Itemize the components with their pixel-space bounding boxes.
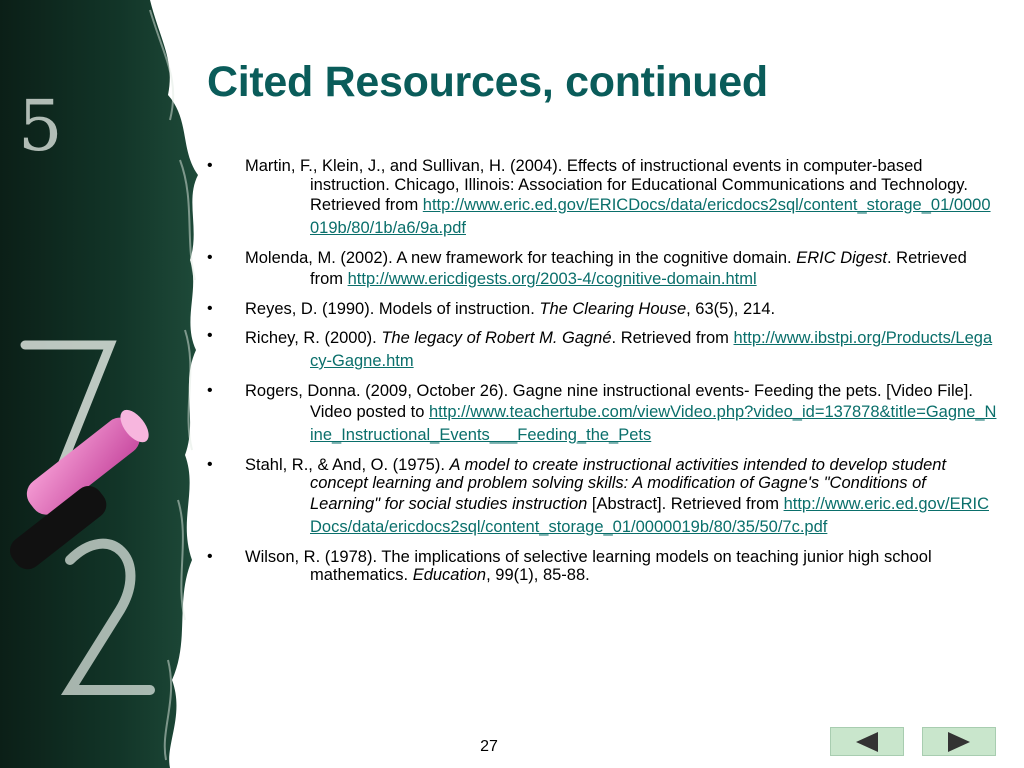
reference-text: Molenda, M. (2002). A new framework for teaching in the cognitive domain. xyxy=(245,249,797,267)
reference-text: Reyes, D. (1990). Models of instruction. xyxy=(245,299,540,318)
bullet: • xyxy=(207,455,213,473)
reference-item xyxy=(207,157,997,240)
page-number: 27 xyxy=(480,738,498,755)
reference-link[interactable]: http://www.ibstpi.org/Products/Legacy-Gagne.htm xyxy=(310,329,993,370)
reference-text: Martin, F., Klein, J., and Sullivan, H. (2004). Effects of instructional events in computer-based instruction. Chicago, Illinois: Association for Educational Communications and Technology. Retrieved from xyxy=(245,157,968,214)
chalkboard-decoration xyxy=(0,0,200,768)
reference-italic: The Clearing House xyxy=(539,299,687,318)
reference-list xyxy=(207,157,997,594)
reference-text: Wilson, R. (1978). The implications of selective learning models on teaching junior high school mathematics. xyxy=(245,547,932,584)
reference-text: Stahl, R., & And, O. (1975). xyxy=(245,455,450,474)
bullet: • xyxy=(207,382,213,399)
reference-link[interactable]: http://www.eric.ed.gov/ERICDocs/data/ericdocs2sql/content_storage_01/0000019b/80/35/50/7c.pdf xyxy=(310,494,989,536)
reference-link[interactable]: http://www.teachertube.com/viewVideo.php?video_id=137878&title=Gagne_Nine_Instructional_Events___Feeding_the_Pets xyxy=(310,402,997,444)
next-slide-button[interactable] xyxy=(922,727,996,756)
reference-italic: Education xyxy=(412,566,487,584)
reference-text: Rogers, Donna. (2009, October 26). Gagne nine instructional events- Feeding the pets. [Video File]. Video posted to xyxy=(245,382,973,421)
reference-italic: ERIC Digest xyxy=(796,249,887,267)
reference-italic: The legacy of Robert M. Gagné xyxy=(381,329,612,347)
reference-text: Richey, R. (2000). xyxy=(245,329,382,347)
reference-text: [Abstract]. Retrieved from xyxy=(587,494,784,513)
bullet: • xyxy=(207,299,213,317)
reference-item xyxy=(207,548,997,585)
reference-text: , 63(5), 214. xyxy=(686,299,776,318)
bullet: • xyxy=(207,547,213,565)
bullet: • xyxy=(207,157,213,174)
slide-title: Cited Resources, continued xyxy=(207,58,768,106)
bullet: • xyxy=(207,327,213,344)
reference-link[interactable]: http://www.eric.ed.gov/ERICDocs/data/ericdocs2sql/content_storage_01/0000019b/80/1b/a6/9a.pdf xyxy=(310,196,991,237)
reference-item xyxy=(207,456,997,539)
reference-item xyxy=(207,300,997,319)
previous-slide-button[interactable] xyxy=(830,727,904,756)
reference-text: . Retrieved from xyxy=(611,329,734,347)
reference-italic: A model to create instructional activities intended to develop student concept learning and problem solving skills: A modification of Gagne's "Conditions of Learning" for social studies instruction xyxy=(310,455,947,513)
reference-link[interactable]: http://www.ericdigests.org/2003-4/cognitive-domain.html xyxy=(347,269,757,288)
svg-text:5: 5 xyxy=(18,85,63,167)
reference-text: , 99(1), 85-88. xyxy=(486,566,590,584)
reference-item xyxy=(207,382,997,447)
triangle-right-icon xyxy=(948,732,970,752)
reference-text: . Retrieved from xyxy=(310,249,967,288)
reference-item xyxy=(207,249,997,291)
triangle-left-icon xyxy=(856,732,878,752)
reference-item xyxy=(207,327,997,373)
bullet: • xyxy=(207,249,213,266)
chalkboard-image xyxy=(0,0,200,768)
